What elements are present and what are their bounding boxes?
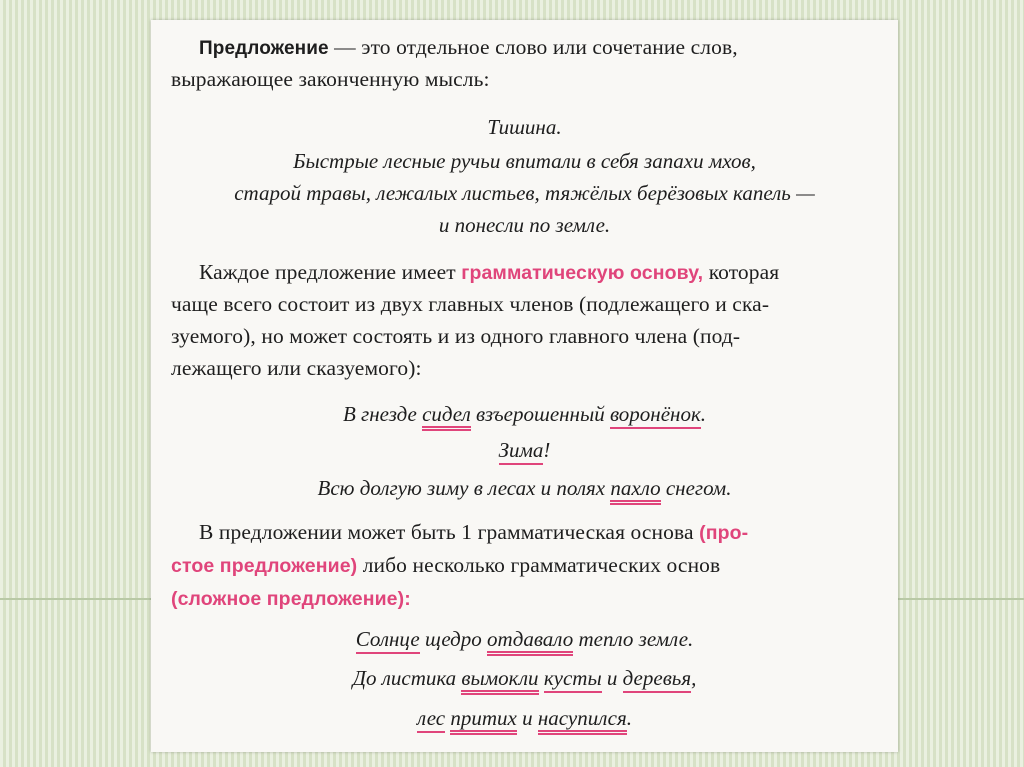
example-vorononok: В гнезде сидел взъерошенный воронёнок. (151, 402, 898, 427)
basis-line-1: Каждое предложение имеет грамматическую основу, которая (199, 260, 780, 284)
subject: кусты (544, 666, 602, 693)
basis-line-4: лежащего или сказуемого): (171, 356, 422, 380)
example-les: лес притих и насупился. (151, 706, 898, 731)
example-kusty: До листика вымокли кусты и деревья, (151, 666, 898, 691)
count-line-2: стое предложение) либо несколько грамматических основ (171, 553, 721, 577)
example-zima: Зима! (151, 438, 898, 463)
predicate: отдавало (487, 627, 573, 656)
basis-line-2: чаще всего состоит из двух главных членов (подлежащего и ска- (171, 292, 770, 316)
subject: деревья (623, 666, 691, 693)
definition-term: Предложение (199, 38, 329, 59)
simple-sentence-term: стое предложение) (171, 555, 358, 577)
grammatical-basis-term: грамматическую основу, (461, 262, 704, 284)
definition-line-1: Предложение — это отдельное слово или сочетание слов, (199, 35, 738, 59)
simple-sentence-term: (про- (699, 522, 749, 544)
example-snegom: Всю долгую зиму в лесах и полях пахло снегом. (151, 476, 898, 501)
predicate: сидел (422, 402, 471, 431)
predicate: пахло (610, 476, 660, 505)
definition-line-2: выражающее законченную мысль: (171, 67, 490, 91)
predicate: насупился (538, 706, 627, 735)
subject: воронёнок (610, 402, 701, 429)
example-line: и понесли по земле. (438, 213, 611, 237)
example-line: Быстрые лесные ручьи впитали в себя запахи мхов, (293, 149, 756, 173)
complex-sentence-term: (сложное предложение): (171, 588, 411, 610)
example-tishina: Тишина. (487, 115, 562, 139)
predicate: притих (450, 706, 517, 735)
count-line-1: В предложении может быть 1 грамматическая основа (про- (199, 520, 749, 544)
example-line: старой травы, лежалых листьев, тяжёлых берёзовых капель — (234, 181, 815, 205)
subject: Солнце (356, 627, 420, 654)
count-line-3 (171, 586, 411, 611)
subject: Зима (499, 438, 544, 465)
example-solntse: Солнце щедро отдавало тепло земле. (151, 627, 898, 652)
predicate: вымокли (461, 666, 538, 695)
subject: лес (417, 706, 445, 733)
textbook-page (151, 20, 898, 752)
basis-line-3: зуемого), но может состоять и из одного главного члена (под- (171, 324, 741, 348)
